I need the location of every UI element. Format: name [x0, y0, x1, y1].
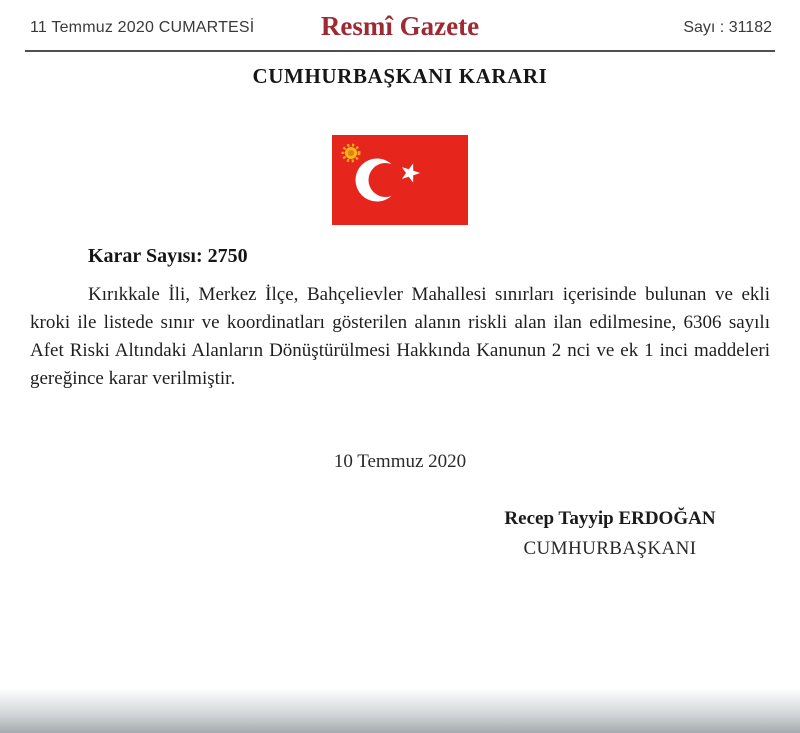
signature-block [470, 508, 750, 560]
gazette-issue-number: Sayı : 31182 [683, 19, 772, 36]
gazette-title: Resmî Gazete [320, 11, 480, 41]
decree-date: 10 Temmuz 2020 [333, 451, 467, 472]
decree-body-text: Kırıkkale İli, Merkez İlçe, Bahçelievler Mahallesi sınırları içerisinde bulunan ve ekli kroki ile listede sınır ve koordinatları gösterilen alanın riskli alan ilan edilmesine, 6306 sayılı Afet Riski Altındaki Alanların Dönüştürülmesi Hakkında Kanunun 2 nci ve ek 1 inci maddeleri gereğince karar verilmiştir. [30, 284, 770, 389]
decree-heading: CUMHURBAŞKANI KARARI [252, 64, 548, 88]
page-bottom-fade [0, 688, 800, 733]
header-divider [25, 50, 775, 52]
signature-title: CUMHURBAŞKANI [523, 538, 697, 559]
gazette-date: 11 Temmuz 2020 CUMARTESİ [30, 19, 255, 36]
decision-number: Karar Sayısı: 2750 [88, 245, 248, 267]
signature-name: Recep Tayyip ERDOĞAN [504, 508, 716, 529]
turkish-flag-icon [332, 135, 468, 225]
